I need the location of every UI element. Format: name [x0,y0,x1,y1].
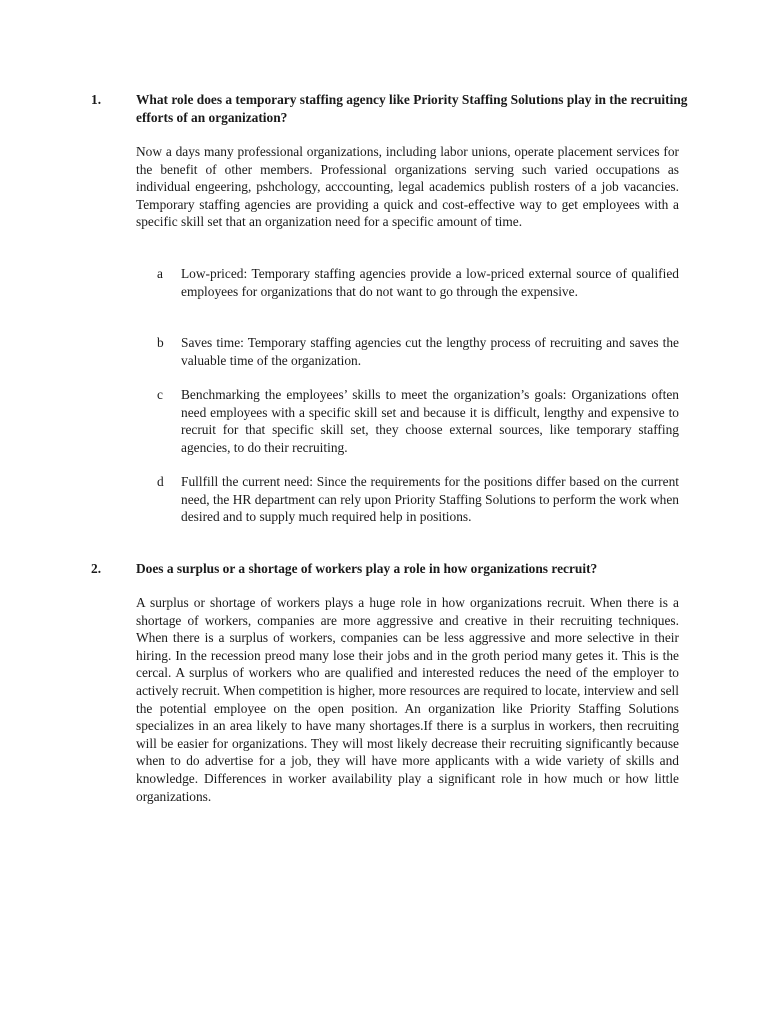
list-item-b-text: Saves time: Temporary staffing agencies cut the lengthy process of recruiting and saves the valuable time of the organization. [181,335,679,368]
list-item-d [157,473,679,526]
answer-1-list-c [157,386,679,456]
list-marker-c: c [157,387,163,402]
question-2-number: 2. [91,561,102,576]
list-item-c [157,386,679,456]
list-item-c-text: Benchmarking the employees’ skills to meet the organization’s goals: Organizations often need employees with a specific skill set and because it is difficult, lengthy and expensive to recruit for that specific skill set, they choose external sources, like temporary staffing agencies, to do their recruiting. [181,387,679,455]
question-2-text: Does a surplus or a shortage of workers play a role in how organizations recruit? [136,561,598,576]
list-marker-b: b [157,335,164,350]
answer-1-paragraph: Now a days many professional organizations, including labor unions, operate placement services for the benefit of other members. Professional organizations serving such varied occupations as individual engeering, pshchology, acccounting, legal academics publish rosters of a job vacancies. Temporary staffing agencies are providing a quick and cost-effective way to get employees with a specific skill set that an organization need for a specific amount of time. [136,144,679,230]
list-item-a-text: Low-priced: Temporary staffing agencies provide a low-priced external source of qualified employees for organizations that do not want to go through the expensive. [181,266,679,299]
list-item-d-text: Fullfill the current need: Since the requirements for the positions differ based on the current need, the HR department can rely upon Priority Staffing Solutions to perform the work when desired and to supply much required help in positions. [181,474,679,525]
answer-1-list-b [157,334,679,369]
list-marker-d: d [157,474,164,489]
list-marker-a: a [157,266,163,281]
answer-2-paragraph: A surplus or shortage of workers plays a huge role in how organizations recruit. When there is a shortage of workers, companies are more aggressive and creative in their recruiting techniques. When there is a surplus of workers, companies can be less aggressive and more selective in their hiring. In the recession preod many lose their jobs and in the groth period many getes it. This is the cercal. A surplus of workers who are qualified and interested reduces the need of the employer to actively recruit. When competition is higher, more resources are required to locate, interview and sell the potential employee on the open position. An organization like Priority Staffing Solutions specializes in an area likely to have many shortages.If there is a surplus in workers, then recruiting will be easier for organizations. They will most likely decrease their recruiting significantly because when to do advertise for a job, they will have more applicants with a wide variety of skills and knowledge. Differences in worker availability play a significant role in how much or how little organizations. [136,595,679,804]
answer-1-list [157,265,679,300]
list-item-b [157,334,679,369]
question-1-number: 1. [91,92,102,107]
list-item-a [157,265,679,300]
question-1-text: What role does a temporary staffing agency like Priority Staffing Solutions play in the recruiting efforts of an organization? [136,92,688,125]
answer-1-list-d [157,473,679,526]
